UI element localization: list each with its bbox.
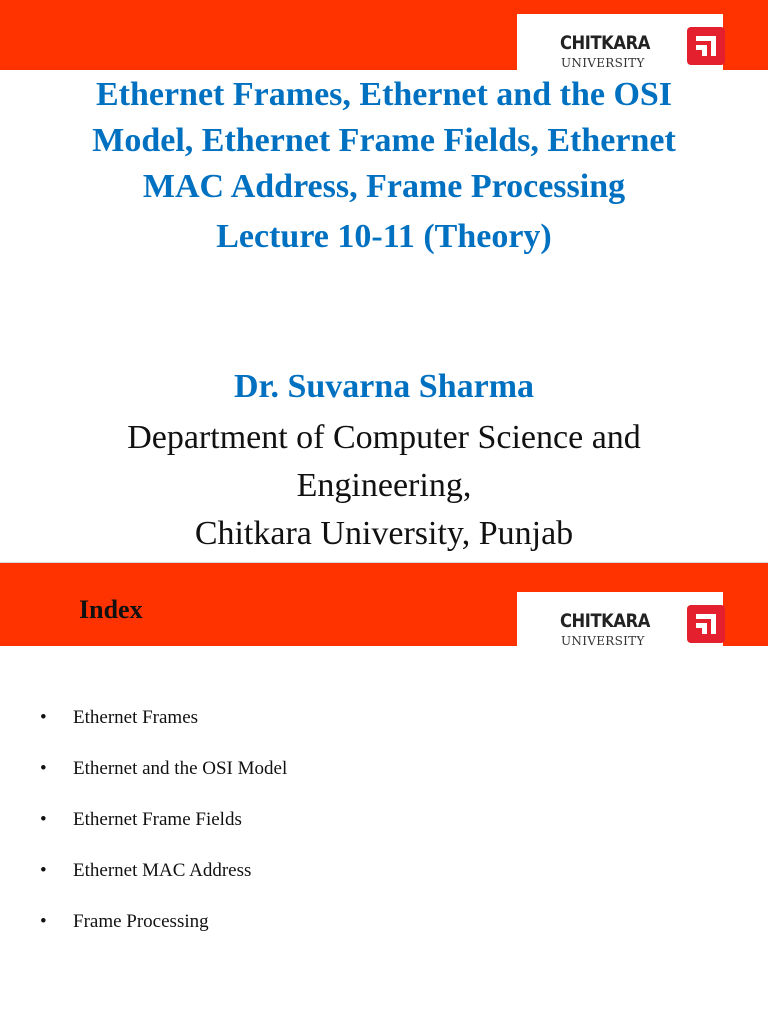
logo-emblem-icon: [687, 605, 725, 643]
list-item-text: Frame Processing: [73, 911, 209, 932]
slide-title: [30, 72, 738, 210]
index-heading: Index: [79, 595, 143, 624]
university-logo: [517, 14, 723, 70]
bullet-icon: •: [40, 758, 47, 779]
university-logo: [517, 592, 723, 646]
department-line: Chitkara University, Punjab: [194, 515, 574, 552]
logo-subtext: UNIVERSITY: [561, 56, 645, 70]
list-item-text: Ethernet Frames: [73, 707, 199, 728]
index-slide: [0, 563, 768, 1024]
list-item-text: Ethernet MAC Address: [73, 860, 252, 881]
bullet-icon: •: [40, 707, 47, 728]
logo-subtext: UNIVERSITY: [561, 634, 645, 648]
bullet-icon: •: [40, 809, 47, 830]
department-line: Department of Computer Science and: [127, 419, 641, 456]
title-line: Model, Ethernet Frame Fields, Ethernet: [92, 122, 676, 159]
bullet-icon: •: [40, 860, 47, 881]
department-line: Engineering,: [296, 467, 472, 504]
list-item-text: Ethernet Frame Fields: [73, 809, 242, 830]
logo-wordmark: CHITKARA: [560, 32, 650, 54]
department-info: [30, 414, 738, 558]
author-name: Dr. Suvarna Sharma: [233, 368, 535, 405]
list-item-text: Ethernet and the OSI Model: [73, 758, 288, 779]
title-line: Ethernet Frames, Ethernet and the OSI: [95, 76, 673, 113]
logo-wordmark: CHITKARA: [560, 610, 650, 632]
lecture-number: Lecture 10-11 (Theory): [216, 218, 552, 255]
logo-emblem-icon: [687, 27, 725, 65]
title-line: MAC Address, Frame Processing: [142, 168, 626, 205]
bullet-icon: •: [40, 911, 47, 932]
